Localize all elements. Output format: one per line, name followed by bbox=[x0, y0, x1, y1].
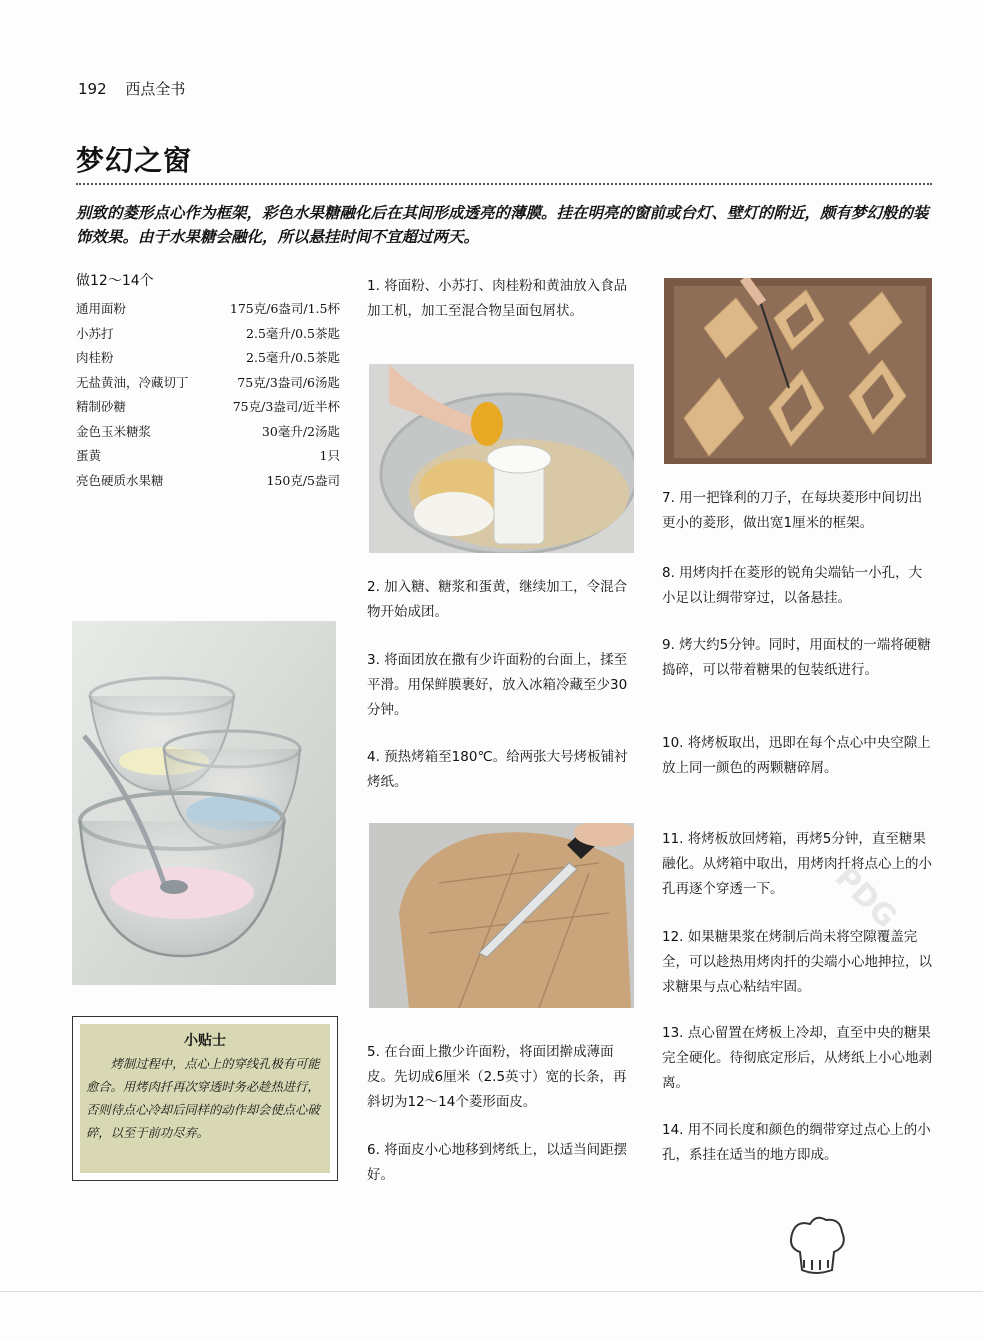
title-divider bbox=[76, 183, 932, 185]
step-text: 8. 用烤肉扦在菱形的锐角尖端钻一小孔，大小足以让绸带穿过，以备悬挂。 bbox=[662, 565, 923, 606]
ingredient-name: 亮色硬质水果糖 bbox=[76, 472, 164, 488]
ingredient-amount: 75克/3盎司/6汤匙 bbox=[237, 374, 340, 390]
watermark: PDG bbox=[828, 859, 904, 936]
step-text: 12. 如果糖果浆在烤制后尚未将空隙覆盖完全，可以趁热用烤肉扦的尖端小心地抻拉，以求糖果与点心粘结牢固。 bbox=[662, 929, 932, 995]
tip-panel bbox=[80, 1024, 330, 1173]
step-text: 10. 将烤板取出，迅即在每个点心中央空隙上放上同一颜色的两颗糖碎屑。 bbox=[662, 735, 931, 776]
ingredient-name: 金色玉米糖浆 bbox=[76, 423, 152, 439]
step-text: 9. 烤大约5分钟。同时，用面杖的一端将硬糖捣碎，可以带着糖果的包装纸进行。 bbox=[662, 637, 931, 678]
ingredient-row bbox=[76, 419, 340, 444]
ingredient-name: 小苏打 bbox=[76, 325, 114, 341]
tip-title: 小贴士 bbox=[184, 1033, 226, 1049]
ingredient-amount: 2.5毫升/0.5茶匙 bbox=[246, 350, 340, 366]
ingredient-amount: 1只 bbox=[319, 448, 340, 464]
page-header bbox=[78, 78, 199, 99]
ingredient-row bbox=[76, 468, 340, 493]
step-text: 7. 用一把锋利的刀子，在每块菱形中间切出更小的菱形，做出宽1厘米的框架。 bbox=[662, 490, 923, 531]
tip-box bbox=[72, 1016, 338, 1181]
diamond-frames-photo bbox=[664, 278, 932, 464]
recipe-intro: 别致的菱形点心作为框架，彩色水果糖融化后在其间形成透亮的薄膜。挂在明亮的窗前或台灯、壁灯的附近，颇有梦幻般的装饰效果。由于水果糖会融化，所以悬挂时间不宜超过两天。 bbox=[76, 204, 929, 246]
ingredient-name: 肉桂粉 bbox=[76, 350, 114, 366]
step-text: 11. 将烤板放回烤箱，再烤5分钟，直至糖果融化。从烤箱中取出，用烤肉扦将点心上的小孔再逐个穿透一下。 bbox=[662, 831, 932, 897]
ingredient-name: 通用面粉 bbox=[76, 301, 127, 317]
step-text: 2. 加入糖、糖浆和蛋黄，继续加工，令混合物开始成团。 bbox=[367, 579, 628, 620]
ingredient-row bbox=[76, 296, 340, 321]
step-text: 6. 将面皮小心地移到烤纸上，以适当间距摆好。 bbox=[367, 1142, 628, 1183]
ingredient-row bbox=[76, 321, 340, 346]
step-text: 3. 将面团放在撒有少许面粉的台面上，揉至平滑。用保鲜膜裹好，放入冰箱冷藏至少30分钟。 bbox=[367, 652, 628, 718]
ingredient-amount: 150克/5盎司 bbox=[266, 472, 340, 488]
yield-label: 做12～14个 bbox=[76, 273, 154, 289]
ingredient-name: 蛋黄 bbox=[76, 448, 102, 464]
recipe-title: 梦幻之窗 bbox=[76, 144, 193, 177]
chef-hat-icon bbox=[786, 1212, 848, 1278]
ingredient-row bbox=[76, 345, 340, 370]
step-text: 5. 在台面上撒少许面粉，将面团擀成薄面皮。先切成6厘米（2.5英寸）宽的长条，再斜切为12～14个菱形面皮。 bbox=[367, 1044, 627, 1110]
cutting-dough-photo bbox=[369, 823, 634, 1008]
ingredient-name: 无盐黄油，冷藏切丁 bbox=[76, 374, 189, 390]
food-processor-photo bbox=[369, 364, 634, 553]
step-text: 13. 点心留置在烤板上冷却，直至中央的糖果完全硬化。待彻底定形后，从烤纸上小心地剥离。 bbox=[662, 1025, 932, 1091]
ingredient-name: 精制砂糖 bbox=[76, 399, 127, 415]
ingredient-amount: 175克/6盎司/1.5杯 bbox=[229, 301, 340, 317]
step-text: 1. 将面粉、小苏打、肉桂粉和黄油放入食品加工机，加工至混合物呈面包屑状。 bbox=[367, 278, 628, 319]
candy-bowls-photo bbox=[72, 621, 336, 985]
ingredient-amount: 30毫升/2汤匙 bbox=[261, 423, 340, 439]
tip-text: 烤制过程中，点心上的穿线孔极有可能愈合。用烤肉扦再次穿透时务必趁热进行，否则待点心冷却后同样的动作却会使点心破碎，以至于前功尽弃。 bbox=[86, 1057, 320, 1140]
page-number: 192 bbox=[78, 80, 107, 98]
step-text: 14. 用不同长度和颜色的绸带穿过点心上的小孔，系挂在适当的地方即成。 bbox=[662, 1122, 931, 1163]
ingredient-row bbox=[76, 394, 340, 419]
page-bottom-rule bbox=[0, 1291, 983, 1292]
ingredient-row bbox=[76, 370, 340, 395]
ingredient-amount: 2.5毫升/0.5茶匙 bbox=[246, 325, 340, 341]
ingredient-row bbox=[76, 443, 340, 468]
step-text: 4. 预热烤箱至180℃。给两张大号烤板铺衬烤纸。 bbox=[367, 749, 628, 790]
ingredient-amount: 75克/3盎司/近半杯 bbox=[232, 399, 340, 415]
ingredient-list bbox=[76, 296, 340, 492]
book-title: 西点全书 bbox=[125, 80, 186, 98]
